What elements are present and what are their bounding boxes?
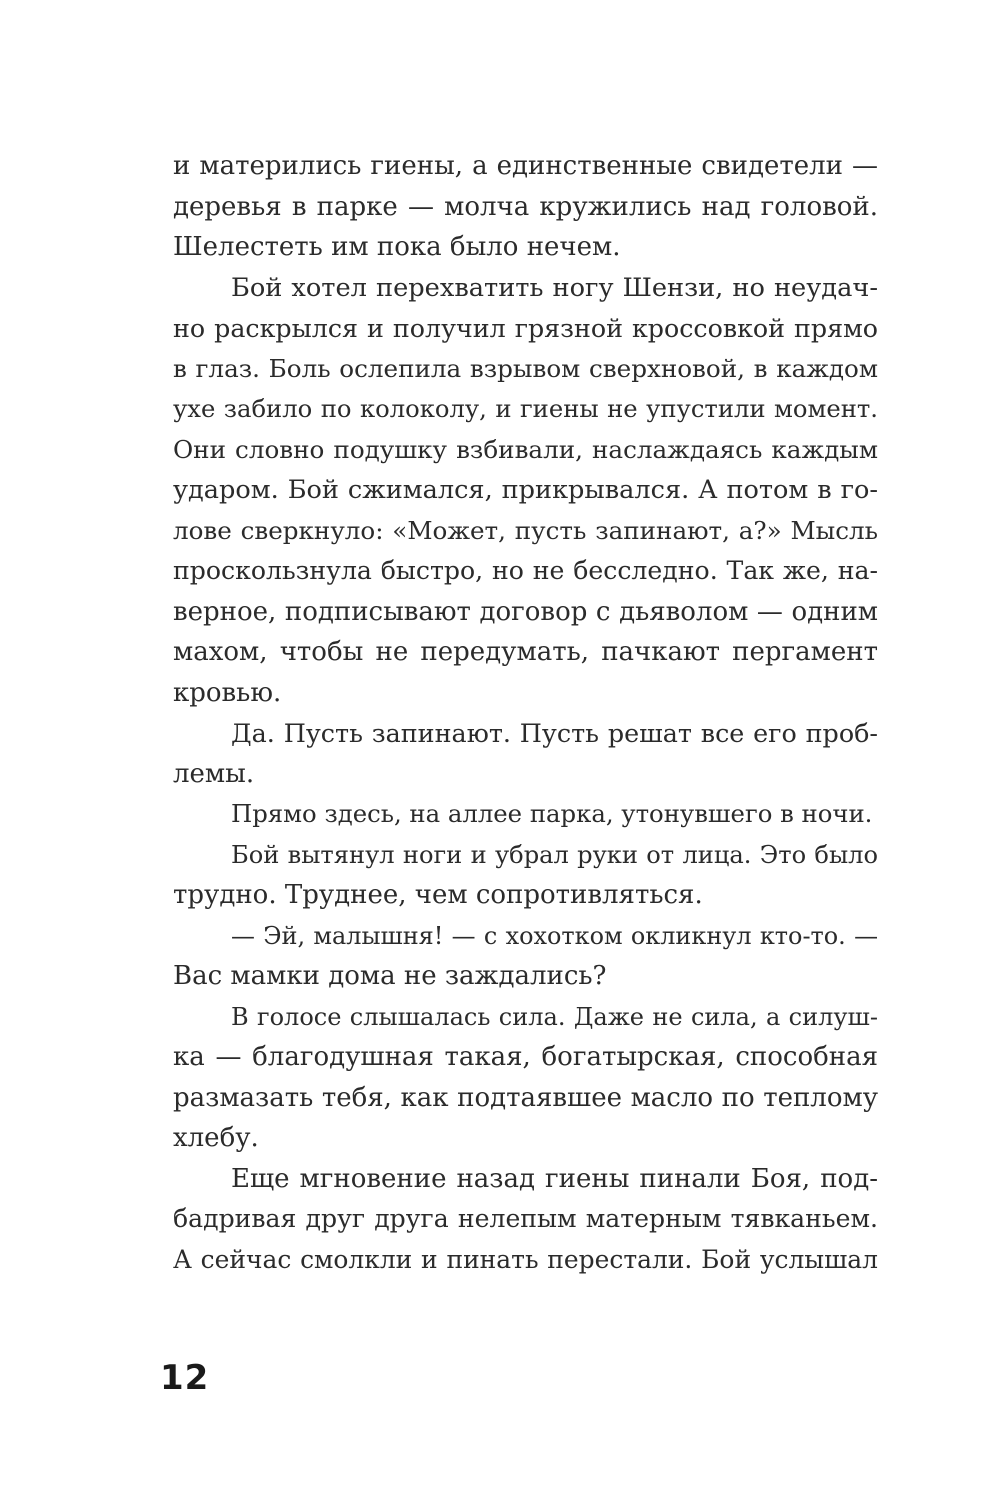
text-line: Прямо здесь, на аллее парка, утонувшего в ночи.: [231, 799, 873, 828]
text-line: хлебу.: [173, 1123, 259, 1153]
text-line: А сейчас смолкли и пинать перестали. Бой услышал: [173, 1244, 878, 1274]
text-line: бадривая друг друга нелепым матерным тявканьем.: [173, 1204, 878, 1233]
text-line: кровью.: [173, 677, 282, 708]
text-line: верное, подписывают договор с дьяволом — одним: [173, 596, 878, 627]
text-line: Да. Пусть запинают. Пусть решат все его проб-: [231, 718, 878, 748]
body-text: [173, 146, 878, 1280]
text-line: трудно. Труднее, чем сопротивляться.: [173, 880, 703, 910]
text-line: лове сверкнуло: «Может, пусть запинают, а?» Мысль: [173, 515, 878, 545]
text-line: Вас мамки дома не заждались?: [173, 961, 607, 991]
text-line: и матерились гиены, а единственные свидетели —: [173, 151, 878, 181]
text-line: махом, чтобы не передумать, пачкают пергамент: [173, 637, 878, 667]
text-line: — Эй, малышня! — с хохотком окликнул кто-то. —: [231, 921, 878, 950]
text-line: ухе забило по колоколу, и гиены не упустили момент.: [173, 394, 878, 423]
text-line: проскользнула быстро, но не бесследно. Так же, на-: [173, 556, 878, 585]
text-line: в глаз. Боль ослепила взрывом сверхновой, в каждом: [173, 353, 878, 383]
text-line: ударом. Бой сжимался, прикрывался. А потом в го-: [173, 475, 878, 505]
text-line: лемы.: [173, 758, 255, 789]
text-line: Шелестеть им пока было нечем.: [173, 232, 621, 262]
text-line: ка — благодушная такая, богатырская, способная: [173, 1042, 878, 1072]
text-line: В голосе слышалась сила. Даже не сила, а силуш-: [231, 1002, 878, 1031]
text-line: Бой хотел перехватить ногу Шензи, но неудач-: [231, 272, 878, 303]
page-number: 12: [160, 1358, 210, 1398]
text-line: но раскрылся и получил грязной кроссовкой прямо: [173, 313, 878, 343]
text-line: деревья в парке — молча кружились над головой.: [173, 191, 878, 222]
text-line: Бой вытянул ноги и убрал руки от лица. Это было: [231, 840, 878, 869]
text-line: размазать тебя, как подтаявшее масло по теплому: [173, 1082, 878, 1113]
text-line: Они словно подушку взбивали, наслаждаясь каждым: [173, 434, 878, 464]
text-line: Еще мгновение назад гиены пинали Боя, под-: [231, 1163, 878, 1194]
